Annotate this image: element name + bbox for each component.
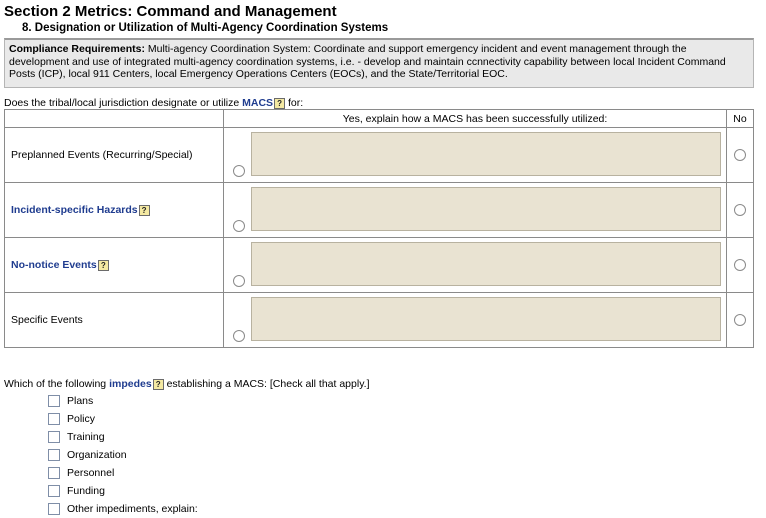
checkbox-training[interactable] xyxy=(48,428,198,446)
yes-radio[interactable] xyxy=(233,330,245,342)
table-header-row xyxy=(5,110,754,128)
no-cell xyxy=(727,238,754,293)
no-notice-events-link[interactable]: No-notice Events xyxy=(11,259,97,271)
row-label-incident-specific-hazards xyxy=(5,183,224,238)
macs-table xyxy=(4,109,754,348)
answer-cell xyxy=(224,238,727,293)
checkbox[interactable] xyxy=(48,395,60,407)
header-yes: Yes, explain how a MACS has been successfully utilized: xyxy=(224,110,727,128)
question-text: Does the tribal/local jurisdiction designate or utilize xyxy=(4,97,243,109)
checkbox-personnel[interactable] xyxy=(48,464,198,482)
table-row xyxy=(5,183,754,238)
metric-subtitle: 8. Designation or Utilization of Multi-Agency Coordination Systems xyxy=(22,22,389,34)
explanation-textarea[interactable] xyxy=(251,187,721,231)
section-title: Section 2 Metrics: Command and Management xyxy=(4,3,337,20)
help-icon[interactable]: ? xyxy=(98,260,109,271)
checkbox-label: Personnel xyxy=(67,466,115,479)
checkbox-funding[interactable] xyxy=(48,482,198,500)
checkbox[interactable] xyxy=(48,485,60,497)
checkbox[interactable] xyxy=(48,431,60,443)
checkbox-label: Plans xyxy=(67,394,94,407)
checkbox-label: Training xyxy=(67,430,105,443)
macs-question xyxy=(4,97,303,109)
row-label-preplanned-events: Preplanned Events (Recurring/Special) xyxy=(5,128,224,183)
yes-radio[interactable] xyxy=(233,275,245,287)
checkbox-label: Policy xyxy=(67,412,96,425)
explanation-textarea[interactable] xyxy=(251,132,721,176)
checkbox-label: Organization xyxy=(67,448,127,461)
checkbox-organization[interactable] xyxy=(48,446,198,464)
incident-hazards-link[interactable]: Incident-specific Hazards xyxy=(11,204,138,216)
impedes-suffix: establishing a MACS: [Check all that apply.] xyxy=(163,378,370,390)
header-blank-cell xyxy=(5,110,224,128)
checkbox[interactable] xyxy=(48,413,60,425)
yes-radio[interactable] xyxy=(233,165,245,177)
yes-radio[interactable] xyxy=(233,220,245,232)
checkbox-label: Other impediments, explain: xyxy=(67,502,198,515)
checkbox-label: Funding xyxy=(67,484,105,497)
impediments-checklist xyxy=(48,392,198,518)
table-row xyxy=(5,238,754,293)
no-cell xyxy=(727,183,754,238)
no-radio[interactable] xyxy=(734,314,746,326)
no-cell xyxy=(727,128,754,183)
impedes-question xyxy=(4,378,370,390)
checkbox[interactable] xyxy=(48,503,60,515)
checkbox-other-impediments[interactable] xyxy=(48,500,198,518)
impedes-text: Which of the following xyxy=(4,378,110,390)
answer-cell xyxy=(224,293,727,348)
macs-link[interactable]: MACS xyxy=(242,97,274,109)
checkbox-plans[interactable] xyxy=(48,392,198,410)
compliance-requirements-box xyxy=(4,38,754,88)
help-icon[interactable]: ? xyxy=(274,98,285,109)
checkbox[interactable] xyxy=(48,449,60,461)
row-label-specific-events: Specific Events xyxy=(5,293,224,348)
explanation-textarea[interactable] xyxy=(251,242,721,286)
impedes-link[interactable]: impedes xyxy=(109,378,152,390)
help-icon[interactable]: ? xyxy=(153,379,164,390)
checkbox[interactable] xyxy=(48,467,60,479)
table-row xyxy=(5,128,754,183)
compliance-text: Multi-agency Coordination System: Coordinate and support emergency incident and event management through the development and use of integrated multi-agency coordination systems, i.e. - develop and maintain ccnnectivity capability between local Incident Command Posts (ICP), local 911 Centers, local Emergency Operations Centers (EOCs), and the State/Territorial EOC. xyxy=(9,43,726,80)
compliance-label: Compliance Requirements: xyxy=(9,43,145,55)
answer-cell xyxy=(224,183,727,238)
explanation-textarea[interactable] xyxy=(251,297,721,341)
header-no: No xyxy=(727,110,754,128)
row-label-no-notice-events xyxy=(5,238,224,293)
no-radio[interactable] xyxy=(734,204,746,216)
no-cell xyxy=(727,293,754,348)
table-row xyxy=(5,293,754,348)
question-suffix: for: xyxy=(285,97,304,109)
help-icon[interactable]: ? xyxy=(139,205,150,216)
no-radio[interactable] xyxy=(734,259,746,271)
no-radio[interactable] xyxy=(734,149,746,161)
checkbox-policy[interactable] xyxy=(48,410,198,428)
answer-cell xyxy=(224,128,727,183)
